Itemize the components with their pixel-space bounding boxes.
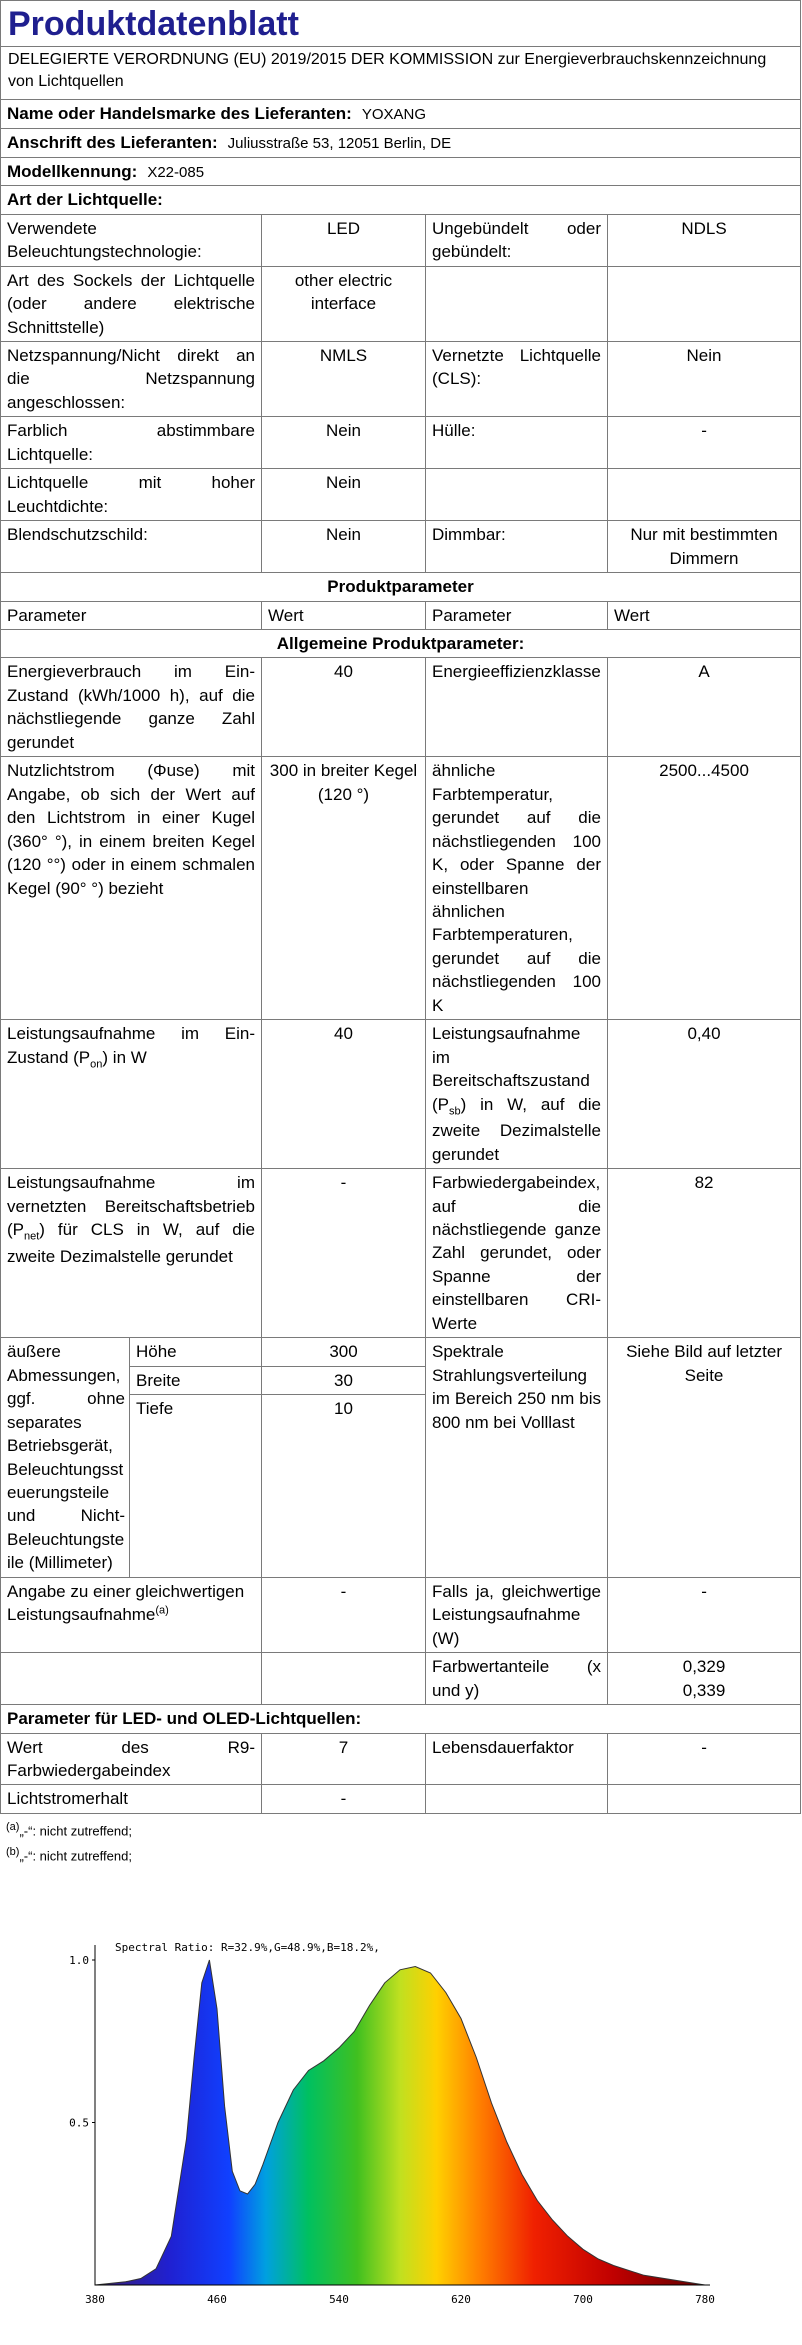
- table-row: [1, 658, 801, 757]
- table-row: [1, 521, 801, 573]
- chart-title: Spectral Ratio: R=32.9%,G=48.9%,B=18.2%,: [115, 1941, 380, 1954]
- param-net-text: Leistungsaufnahme im vernetzten Bereitschaftsbetrieb (P: [7, 1173, 255, 1239]
- value-chromaticity-x: 0,329: [682, 1657, 726, 1677]
- param-cct: ähnliche Farbtemperatur, gerundet auf die nächstliegenden 100 K, oder Spanne der einstellbaren ähnlichen Farbtemperaturen, gerundet auf die nächstliegenden 100 K: [426, 757, 608, 1020]
- x-tick-label: 620: [451, 2293, 471, 2306]
- value-cct: 2500...4500: [608, 757, 801, 1020]
- value-cap-type: other electric interface: [262, 266, 426, 341]
- param-standby-power: [426, 1020, 608, 1169]
- param-technology: Verwendete Beleuchtungstechnologie:: [1, 214, 262, 266]
- table-row: [1, 1733, 801, 1785]
- table-row: [1, 214, 801, 266]
- param-mains: Netzspannung/Nicht direkt an die Netzspannung angeschlossen:: [1, 342, 262, 417]
- regulation-subtitle: DELEGIERTE VERORDNUNG (EU) 2019/2015 DER KOMMISSION zur Energieverbrauchskennzeichnung von Lichtquellen: [1, 47, 801, 100]
- value-chromaticity-y: 0,339: [682, 1680, 726, 1700]
- value-useful-flux: 300 in breiter Kegel (120 °): [262, 757, 426, 1020]
- footnote-a: [6, 1818, 800, 1843]
- value-r9: 7: [262, 1733, 426, 1785]
- page-title: Produktdatenblatt: [1, 1, 801, 47]
- param-cap-type: Art des Sockels der Lichtquelle (oder andere elektrische Schnittstelle): [1, 266, 262, 341]
- table-row: [1, 266, 801, 341]
- footnote-text: „-“: nicht zutreffend;: [19, 1823, 132, 1839]
- empty-cell: [608, 1785, 801, 1813]
- param-networked-standby: [1, 1169, 262, 1338]
- value-empty: [608, 469, 801, 521]
- dim-width-label: Breite: [130, 1366, 261, 1394]
- supplier-address-value: Juliusstraße 53, 12051 Berlin, DE: [227, 134, 452, 152]
- x-tick-label: 380: [85, 2293, 105, 2306]
- param-on-power-text-2: ) in W: [102, 1047, 147, 1067]
- dim-height-label: Höhe: [130, 1338, 261, 1366]
- dim-height-value: 300: [262, 1338, 425, 1366]
- empty-cell: [1, 1653, 262, 1705]
- supplier-name-value: YOXANG: [361, 106, 427, 124]
- value-glare-shield: Nein: [262, 521, 426, 573]
- value-equivalent-power: -: [262, 1577, 426, 1652]
- footnote-text: „-“: nicht zutreffend;: [19, 1848, 132, 1864]
- param-on-power: [1, 1020, 262, 1169]
- value-envelope: -: [608, 417, 801, 469]
- value-standby-power: 0,40: [608, 1020, 801, 1169]
- supplier-address-row: [1, 128, 801, 157]
- light-type-heading: Art der Lichtquelle:: [1, 186, 801, 214]
- x-tick-label: 540: [329, 2293, 349, 2306]
- value-lumen-maintenance: -: [262, 1785, 426, 1813]
- dimension-values: [262, 1338, 425, 1422]
- column-header-value-2: Wert: [608, 601, 801, 629]
- value-technology: LED: [262, 214, 426, 266]
- param-standby-text: Leistungsaufnahme im Bereitschaftszustand (P: [432, 1024, 590, 1114]
- dim-depth-value: 10: [334, 1399, 353, 1419]
- empty-cell: [262, 1653, 426, 1705]
- y-tick-label: 1.0: [69, 1954, 89, 1967]
- value-chromaticity: [608, 1653, 801, 1705]
- param-empty: [426, 266, 608, 341]
- param-tunable: Farblich abstimmbare Lichtquelle:: [1, 417, 262, 469]
- value-directional: NDLS: [608, 214, 801, 266]
- param-glare-shield: Blendschutzschild:: [1, 521, 262, 573]
- x-tick-label: 780: [695, 2293, 715, 2306]
- model-row: [1, 157, 801, 186]
- table-row: [1, 1020, 801, 1169]
- param-cls: Vernetzte Lichtquelle (CLS):: [426, 342, 608, 417]
- table-row: [1, 1577, 801, 1652]
- table-row: [1, 1653, 801, 1705]
- column-header-value: Wert: [262, 601, 426, 629]
- empty-cell: [426, 1785, 608, 1813]
- param-dimmable: Dimmbar:: [426, 521, 608, 573]
- param-empty: [426, 469, 608, 521]
- value-cls: Nein: [608, 342, 801, 417]
- supplier-name-row: [1, 100, 801, 129]
- spectrum-area: [95, 1960, 705, 2285]
- param-standby-text-2: ) in W, auf die zweite Dezimalstelle gerundet: [432, 1094, 601, 1164]
- value-cri: 82: [608, 1169, 801, 1338]
- param-energy-consumption: Energieverbrauch im Ein-Zustand (kWh/1000 h), auf die nächstliegende ganze Zahl gerundet: [1, 658, 262, 757]
- value-efficiency-class: A: [608, 658, 801, 757]
- column-header-row: [1, 601, 801, 629]
- value-tunable: Nein: [262, 417, 426, 469]
- section-title-product-params: Produktparameter: [1, 573, 801, 601]
- column-header-param-2: Parameter: [426, 601, 608, 629]
- table-row: [1, 342, 801, 417]
- column-header-param: Parameter: [1, 601, 262, 629]
- param-directional: Ungebündelt oder gebündelt:: [426, 214, 608, 266]
- value-mains: NMLS: [262, 342, 426, 417]
- param-dimensions: äußere Abmessungen, ggf. ohne separates Betriebsgerät, Beleuchtungssteuerungsteile und Nicht-Beleuchtungsteile (Millimeter): [1, 1338, 130, 1578]
- value-energy-consumption: 40: [262, 658, 426, 757]
- param-r9: Wert des R9-Farbwiedergabeindex: [1, 1733, 262, 1785]
- param-equiv-text: Angabe zu einer gleichwertigen Leistungsaufnahme: [7, 1581, 245, 1625]
- dimension-labels-cell: [130, 1338, 262, 1578]
- dim-width-value: 30: [262, 1366, 425, 1394]
- param-equivalent-power: [1, 1577, 262, 1652]
- value-dimmable: Nur mit bestimmten Dimmern: [608, 521, 801, 573]
- param-high-luminance: Lichtquelle mit hoher Leuchtdichte:: [1, 469, 262, 521]
- param-envelope: Hülle:: [426, 417, 608, 469]
- table-row: [1, 757, 801, 1020]
- supplier-name-label: Name oder Handelsmarke des Lieferanten:: [7, 104, 352, 124]
- section-title-general: Allgemeine Produktparameter:: [1, 630, 801, 658]
- x-tick-label: 460: [207, 2293, 227, 2306]
- param-cri: Farbwiedergabeindex, auf die nächstliegende ganze Zahl gerundet, oder Spanne der einstellbaren CRI-Werte: [426, 1169, 608, 1338]
- table-row: [1, 1338, 801, 1578]
- param-net-sub: net: [24, 1230, 40, 1243]
- value-spectral-distribution: Siehe Bild auf letzter Seite: [608, 1338, 801, 1578]
- param-lumen-maintenance: Lichtstromerhalt: [1, 1785, 262, 1813]
- footnote-mark: (a): [6, 1820, 20, 1833]
- table-row: [1, 1169, 801, 1338]
- param-efficiency-class: Energieeffizienzklasse: [426, 658, 608, 757]
- value-survival-factor: -: [608, 1733, 801, 1785]
- x-axis: [85, 2293, 715, 2306]
- value-high-luminance: Nein: [262, 469, 426, 521]
- param-equiv-sup: (a): [155, 1604, 169, 1617]
- model-value: X22-085: [147, 163, 205, 181]
- dimension-labels: [130, 1338, 261, 1422]
- dimension-values-cell: [262, 1338, 426, 1578]
- param-chromaticity: Farbwertanteile (x und y): [426, 1653, 608, 1705]
- dim-depth-label: Tiefe: [136, 1399, 174, 1419]
- footnotes: [6, 1818, 800, 1868]
- section-title-led: Parameter für LED- und OLED-Lichtquellen:: [1, 1705, 801, 1733]
- model-label: Modellkennung:: [7, 161, 138, 181]
- table-row: [1, 417, 801, 469]
- footnote-mark: (b): [6, 1845, 20, 1858]
- param-net-text-2: ) für CLS in W, auf die zweite Dezimalstelle gerundet: [7, 1220, 255, 1266]
- y-axis: [69, 1954, 95, 2130]
- param-standby-sub: sb: [449, 1105, 461, 1118]
- param-on-power-text: Leistungsaufnahme im Ein-Zustand (P: [7, 1024, 255, 1067]
- table-row: [1, 469, 801, 521]
- y-tick-label: 0.5: [69, 2116, 89, 2130]
- table-row: [1, 1785, 801, 1813]
- param-useful-flux: Nutzlichtstrom (Φuse) mit Angabe, ob sich der Wert auf den Lichtstrom in einer Kugel (360° °), in einem breiten Kegel (120 °°) oder in einem schmalen Kegel (90° °) bezieht: [1, 757, 262, 1020]
- param-on-power-sub: on: [90, 1058, 103, 1071]
- footnote-b: [6, 1843, 800, 1868]
- value-on-power: 40: [262, 1020, 426, 1169]
- value-equivalent-watts: -: [608, 1577, 801, 1652]
- value-empty: [608, 266, 801, 341]
- value-networked-standby: -: [262, 1169, 426, 1338]
- param-survival-factor: Lebensdauerfaktor: [426, 1733, 608, 1785]
- plot-area: [95, 1945, 710, 2285]
- param-spectral-distribution: Spektrale Strahlungsverteilung im Bereich 250 nm bis 800 nm bei Volllast: [426, 1338, 608, 1578]
- x-tick-label: 700: [573, 2293, 593, 2306]
- param-equivalent-watts: Falls ja, gleichwertige Leistungsaufnahme (W): [426, 1577, 608, 1652]
- supplier-address-label: Anschrift des Lieferanten:: [7, 132, 218, 152]
- spectral-distribution-chart: [0, 1915, 802, 2345]
